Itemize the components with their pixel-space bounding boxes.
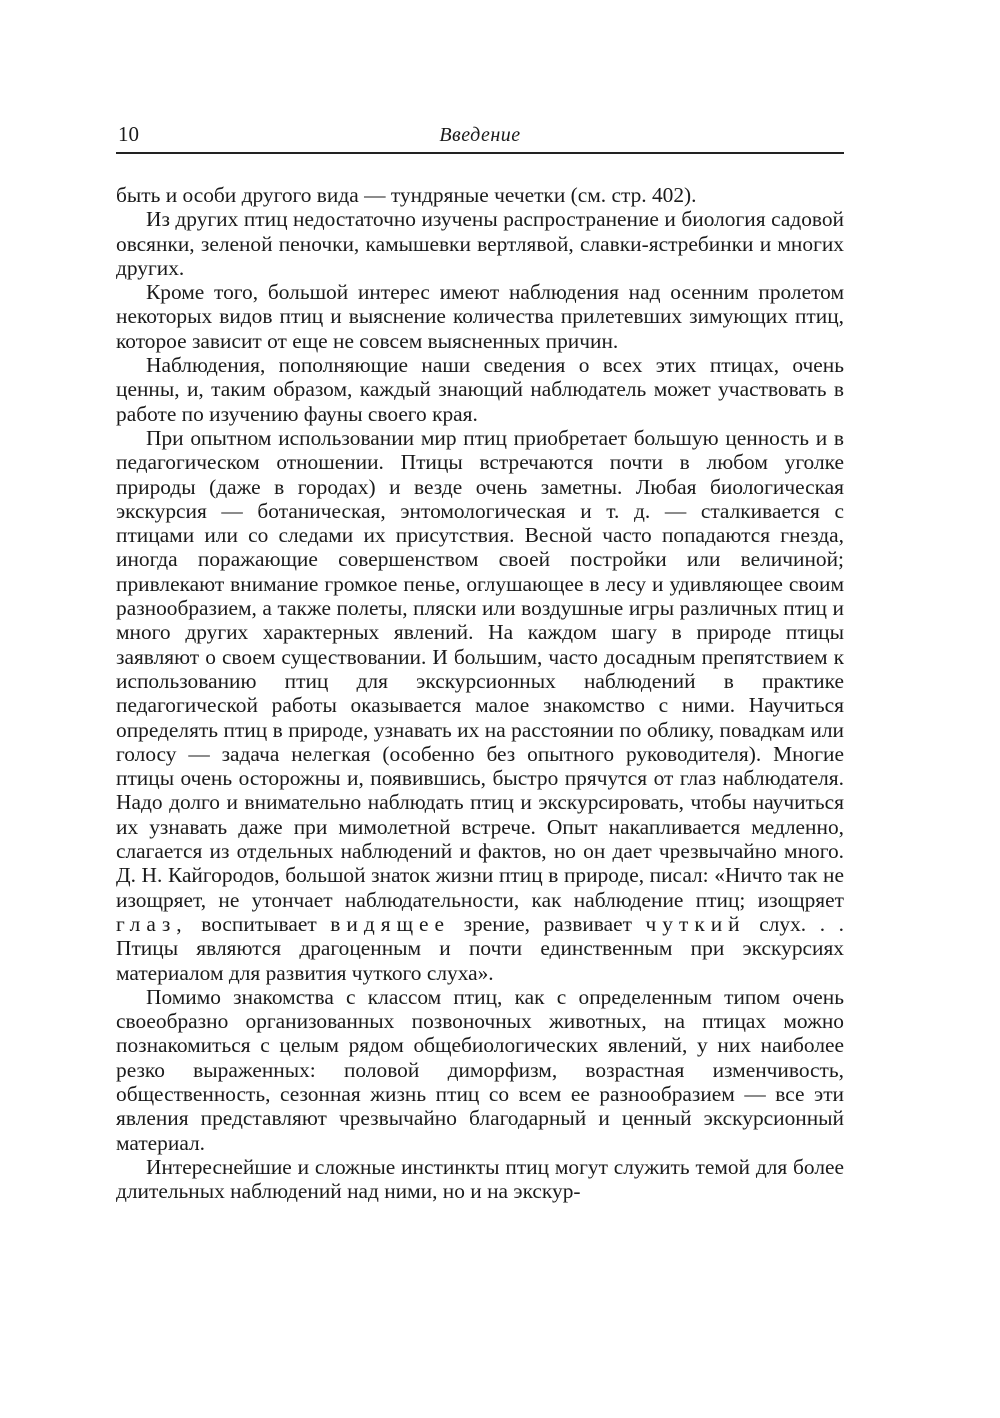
paragraph: Наблюдения, пополняющие наши сведения о всех этих птицах, очень ценны, и, таким образом, каждый знающий наблюдатель может участвовать в работе по изучению фауны своего края. (116, 353, 844, 426)
body-text (116, 183, 844, 1203)
spaced-word: видящее (330, 911, 451, 936)
page-number: 10 (118, 122, 139, 146)
spaced-word: глаз, (116, 911, 188, 936)
paragraph (116, 426, 844, 985)
running-title: Введение (439, 124, 521, 146)
paragraph: Из других птиц недостаточно изучены распространение и биология садовой овсянки, зеленой пеночки, камышевки вертлявой, славки-ястребинки и многих других. (116, 207, 844, 280)
paragraph: Помимо знакомства с классом птиц, как с определенным типом очень своеобразно организованных позвоночных животных, на птицах можно познакомиться с целым рядом общебиологических явлений, у них наиболее резко выраженных: половой диморфизм, возрастная изменчивость, общественность, сезонная жизнь птиц со всем ее разнообразием — все эти явления представляют чрезвычайно благодарный и ценный экскурсионный материал. (116, 984, 844, 1155)
paragraph: Интереснейшие и сложные инстинкты птиц могут служить темой для более длительных наблюдений над ними, но и на экскур- (116, 1154, 844, 1204)
paragraph-text: При опытном использовании мир птиц приобретает большую ценность и в педагогическом отношении. Птицы встречаются почти в любом уголке природы (даже в городах) и везде очень заметны. Любая биологическая экскурсия — ботаническая, энтомологическая и т. д. — сталкивается с птицами или со следами их присутствия. Весной часто попадаются гнезда, иногда поражающие совершенством своей постройки или величиной; привлекают внимание громкое пенье, оглушающее в лесу и удивляющее своим разнообразием, а также полеты, пляски или воздушные игры различных птиц и много других характерных явлений. На каждом шагу в природе птицы заявляют о своем существовании. И большим, часто досадным препятствием к использованию птиц для экскурсионных наблюдений в практике педагогической работы оказывается малое знакомство с ними. Научиться определять птиц в природе, узнавать их на расстоянии по облику, повадкам или голосу — задача нелегкая (особенно без опытного руководителя). Многие птицы очень осторожны и, появившись, быстро прячутся от глаз наблюдателя. Надо долго и внимательно наблюдать птиц и экскурсировать, чтобы научиться их узнавать даже при мимолетной встрече. Опыт накапливается медленно, слагается из отдельных наблюдений и фактов, но он дает чрезвычайно много. Д. Н. Кайгородов, большой знаток жизни птиц в природе, писал: «Ничто так не изощряет, не утончает наблюдательности, как наблюдение птиц; изощряет (116, 425, 844, 912)
paragraph: быть и особи другого вида — тундряные чечетки (см. стр. 402). (116, 183, 697, 207)
paragraph-text: зрение, развивает (463, 911, 632, 936)
paragraph: Кроме того, большой интерес имеют наблюдения над осенним пролетом некоторых видов птиц и выяснение количества прилетевших зимующих птиц, которое зависит от еще не совсем выясненных причин. (116, 280, 844, 353)
paragraph-text: слух. . . Птицы являются драгоценным и почти единственным при экскурсиях материалом для развития чуткого слуха». (116, 911, 844, 985)
paragraph-text: воспитывает (201, 911, 317, 936)
header-rule (116, 152, 844, 154)
spaced-word: чуткий (645, 911, 746, 936)
